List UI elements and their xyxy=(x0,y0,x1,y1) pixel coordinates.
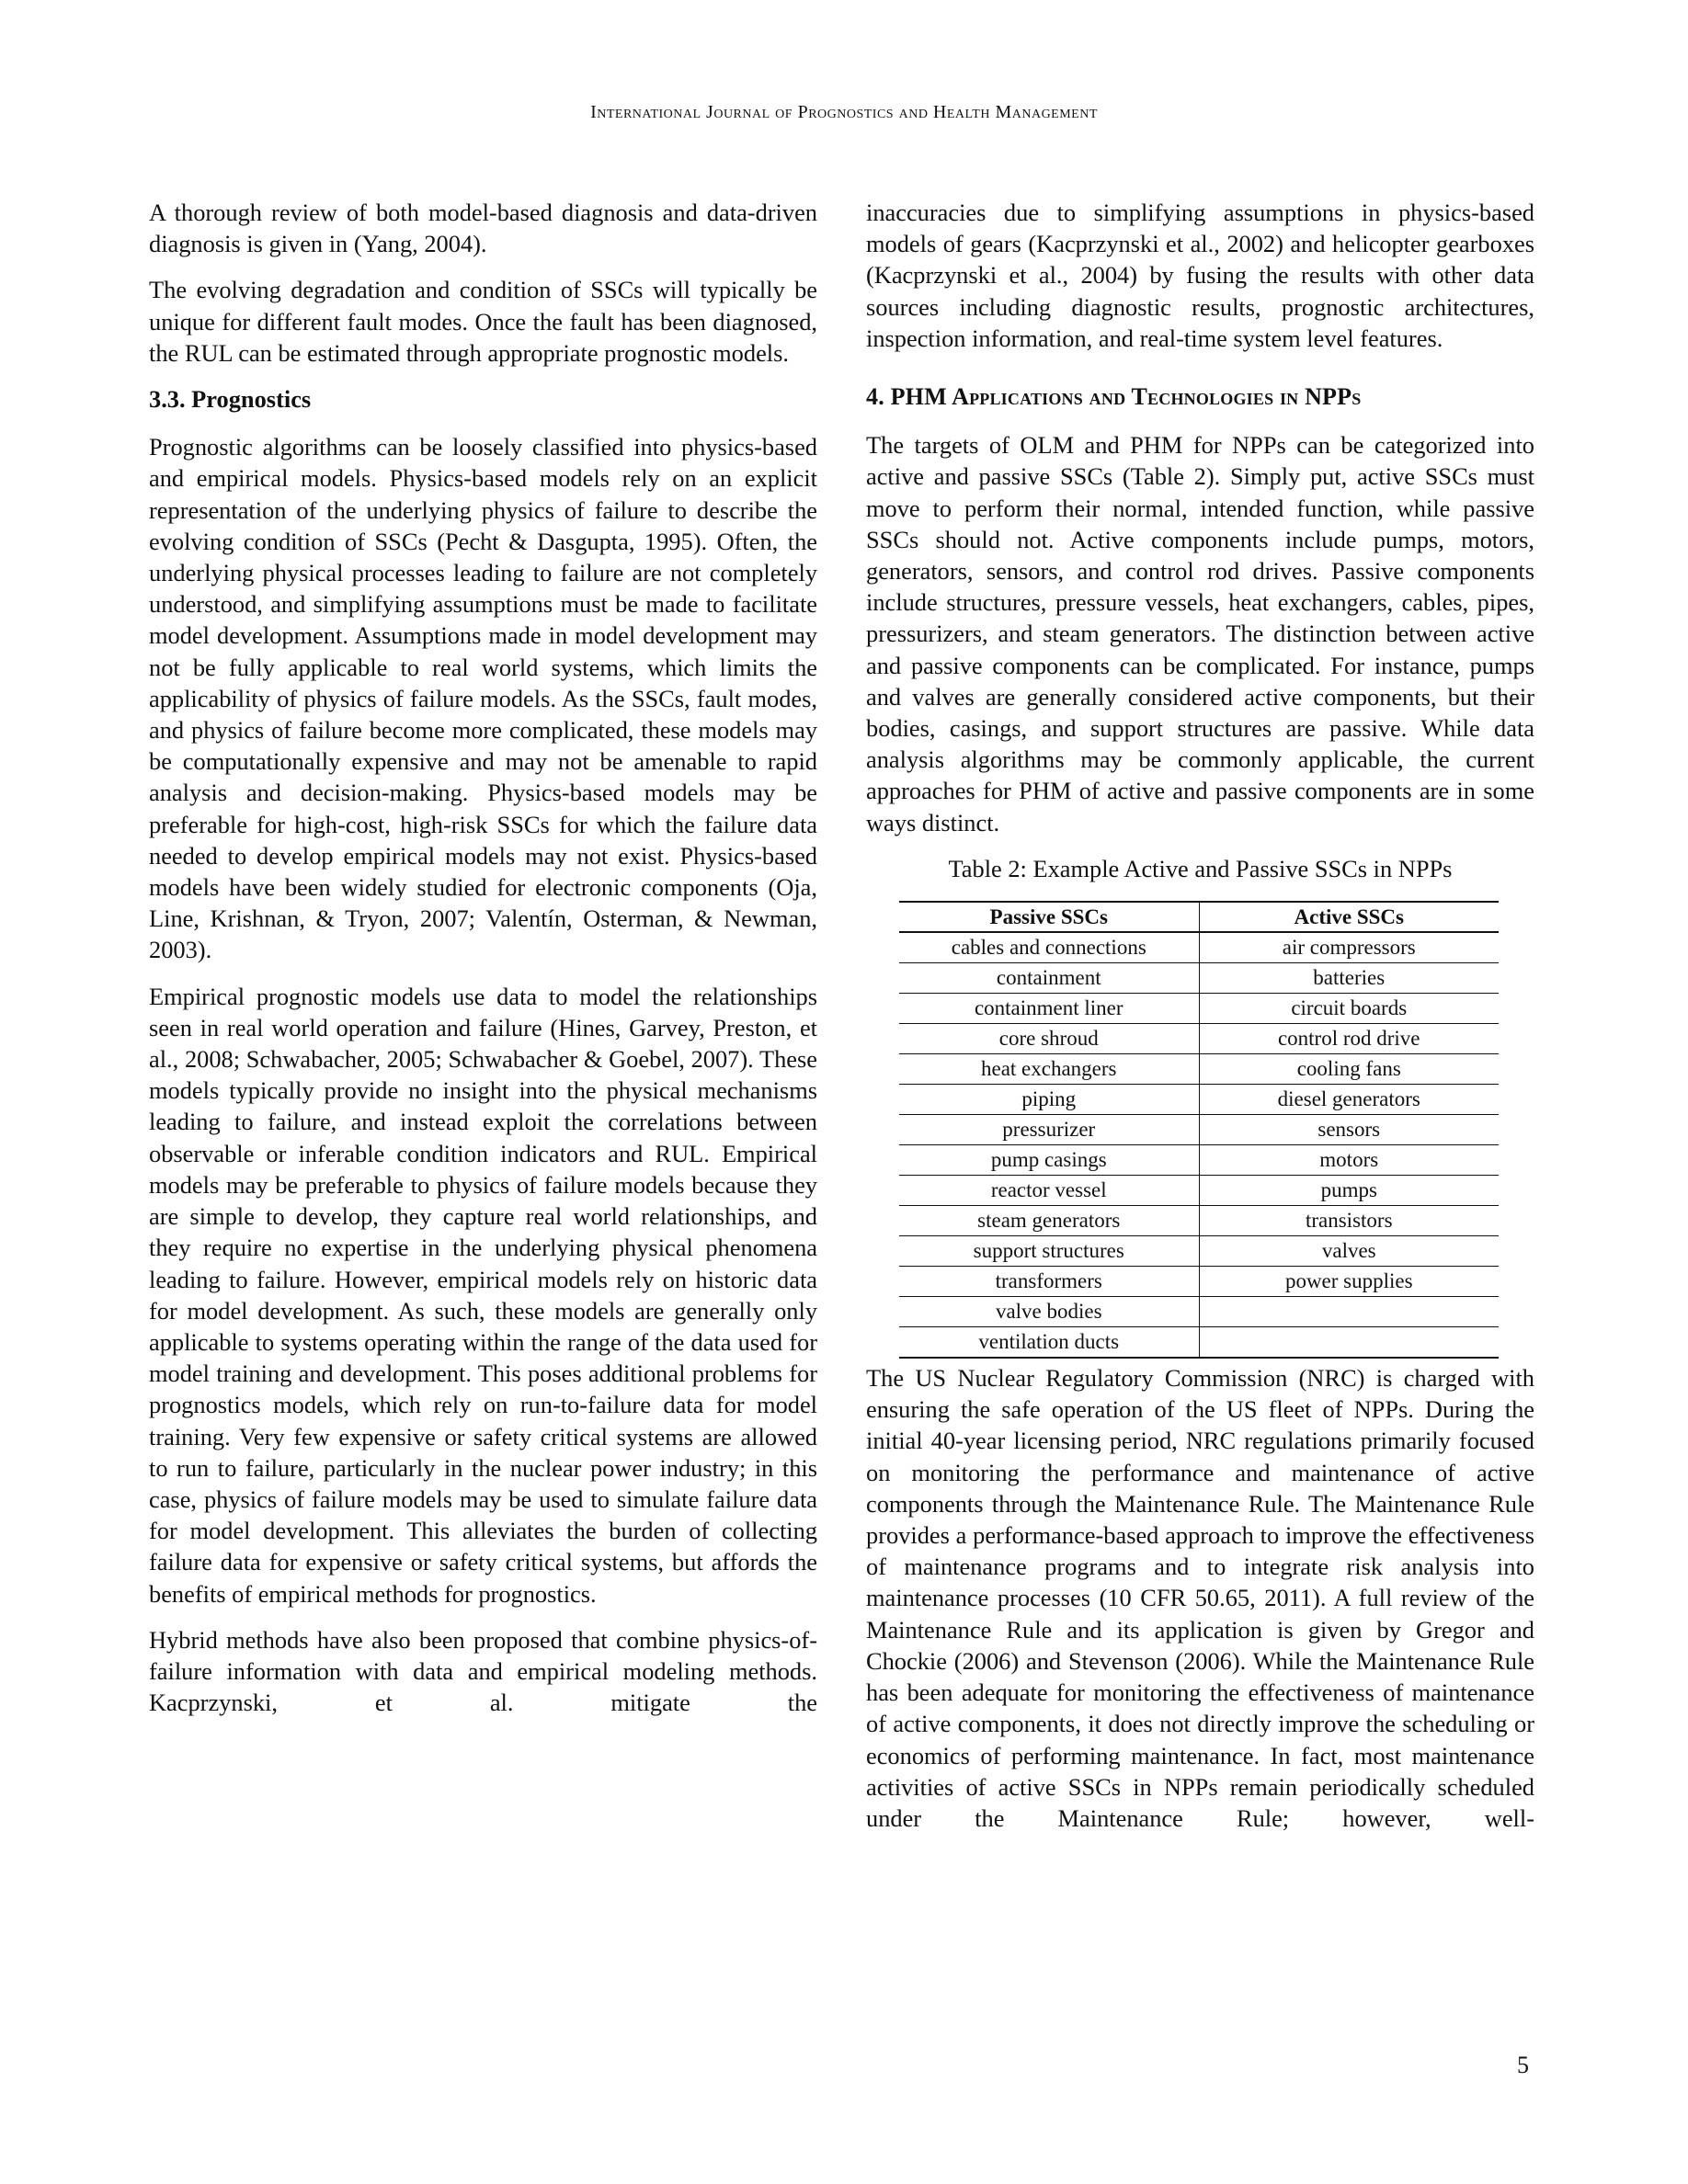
table-row xyxy=(899,932,1499,963)
table-row xyxy=(899,963,1499,994)
table-row xyxy=(899,994,1499,1024)
table-header-passive: Passive SSCs xyxy=(899,902,1199,932)
table-cell-active: motors xyxy=(1199,1145,1499,1176)
table-cell-active: batteries xyxy=(1199,963,1499,994)
table-cell-passive: transformers xyxy=(899,1267,1199,1297)
table-cell-active: control rod drive xyxy=(1199,1024,1499,1054)
table-row xyxy=(899,1145,1499,1176)
table-row xyxy=(899,1085,1499,1115)
table-row xyxy=(899,1054,1499,1085)
table-body xyxy=(899,932,1499,1358)
table-cell-passive: reactor vessel xyxy=(899,1176,1199,1206)
table-cell-active: pumps xyxy=(1199,1176,1499,1206)
table-row xyxy=(899,1236,1499,1267)
table-row xyxy=(899,1176,1499,1206)
table-cell-passive: support structures xyxy=(899,1236,1199,1267)
table-cell-passive: cables and connections xyxy=(899,932,1199,963)
table-cell-active: sensors xyxy=(1199,1115,1499,1145)
page-number: 5 xyxy=(1517,2052,1529,2078)
table-cell-passive: core shroud xyxy=(899,1024,1199,1054)
table-cell-passive: piping xyxy=(899,1085,1199,1115)
left-paragraph-2: The evolving degradation and condition of SSCs will typically be unique for different fault modes. Once the fault has been diagnosed, the RUL can be estimated through appropriate prognostic models. xyxy=(149,276,817,367)
table-cell-active: circuit boards xyxy=(1199,994,1499,1024)
right-paragraph-1: inaccuracies due to simplifying assumptions in physics-based models of gears (Kacprzynski et al., 2002) and helicopter gearboxes (Kacprzynski et al., 2004) by fusing the results with other data sources including diagnostic results, prognostic architectures, inspection information, and real-time system level features. xyxy=(866,199,1534,352)
table-cell-passive: ventilation ducts xyxy=(899,1327,1199,1359)
section-heading-prognostics: 3.3. Prognostics xyxy=(149,385,312,414)
table-header-active: Active SSCs xyxy=(1199,902,1499,932)
right-paragraph-2: The targets of OLM and PHM for NPPs can be categorized into active and passive SSCs (Table 2). Simply put, active SSCs must move to perform their normal, intended function, while passive SSCs should not. Active components include pumps, motors, generators, sensors, and control rod drives. Passive components include structures, pressure vessels, heat exchangers, cables, pipes, pressurizers, and steam generators. The distinction between active and passive components can be complicated. For instance, pumps and valves are generally considered active components, but their bodies, casings, and support structures are passive. While data analysis algorithms may be commonly applicable, the current approaches for PHM of active and passive components are in some ways distinct. xyxy=(866,431,1534,836)
table-cell-active: diesel generators xyxy=(1199,1085,1499,1115)
left-paragraph-5: Hybrid methods have also been proposed that combine physics-of-failure information with data and empirical modeling methods. Kacprzynski, et al. mitigate the xyxy=(149,1625,817,1717)
table-row xyxy=(899,1206,1499,1236)
table-row xyxy=(899,1327,1499,1359)
table-caption: Table 2: Example Active and Passive SSCs in NPPs xyxy=(948,854,1453,882)
running-head: International Journal of Prognostics and Health Management xyxy=(590,102,1098,122)
table-header-row xyxy=(899,902,1499,932)
table-cell-passive: heat exchangers xyxy=(899,1054,1199,1085)
table-cell-passive: pressurizer xyxy=(899,1115,1199,1145)
table-cell-active: cooling fans xyxy=(1199,1054,1499,1085)
left-paragraph-4: Empirical prognostic models use data to model the relationships seen in real world operation and failure (Hines, Garvey, Preston, et al., 2008; Schwabacher, 2005; Schwabacher & Goebel, 2007). These models typically provide no insight into the physical mechanisms leading to failure, and instead exploit the correlations between observable or inferable condition indicators and RUL. Empirical models may be preferable to physics of failure models because they are simple to develop, they capture real world relationships, and they require no expertise in the underlying physical phenomena leading to failure. However, empirical models rely on historic data for model development. As such, these models are generally only applicable to systems operating within the range of the data used for model training and development. This poses additional problems for prognostics models, which rely on run-to-failure data for model training. Very few expensive or safety critical systems are allowed to run to failure, particularly in the nuclear power industry; in this case, physics of failure models may be used to simulate failure data for model development. This alleviates the burden of collecting failure data for expensive or safety critical systems, but affords the benefits of empirical methods for prognostics. xyxy=(149,982,817,1608)
table-cell-passive: steam generators xyxy=(899,1206,1199,1236)
left-column xyxy=(149,197,817,1733)
left-paragraph-3: Prognostic algorithms can be loosely classified into physics-based and empirical models. Physics-based models rely on an explicit representation of the underlying physics of failure to describe the evolving condition of SSCs (Pecht & Dasgupta, 1995). Often, the underlying physical processes leading to failure are not completely understood, and simplifying assumptions must be made to facilitate model development. Assumptions made in model development may not be fully applicable to real world systems, which limits the applicability of physics of failure models. As the SSCs, fault modes, and physics of failure become more complicated, these models may be computationally expensive and may not be amenable to rapid analysis and decision-making. Physics-based models may be preferable for high-cost, high-risk SSCs for which the failure data needed to develop empirical models may not exist. Physics-based models have been widely studied for electronic components (Oja, Line, Krishnan, & Tryon, 2007; Valentín, Osterman, & Newman, 2003). xyxy=(149,433,817,964)
table-row xyxy=(899,1267,1499,1297)
table-row xyxy=(899,1115,1499,1145)
table-row xyxy=(899,1024,1499,1054)
table-cell-passive: pump casings xyxy=(899,1145,1199,1176)
table-cell-active xyxy=(1199,1297,1499,1327)
table-cell-passive: valve bodies xyxy=(899,1297,1199,1327)
left-paragraph-1: A thorough review of both model-based diagnosis and data-driven diagnosis is given in (Yang, 2004). xyxy=(149,199,817,258)
table-cell-passive: containment xyxy=(899,963,1199,994)
table-cell-active: valves xyxy=(1199,1236,1499,1267)
table-cell-passive: containment liner xyxy=(899,994,1199,1024)
table-cell-active: air compressors xyxy=(1199,932,1499,963)
table-row xyxy=(899,1297,1499,1327)
right-column xyxy=(866,197,1534,1848)
right-paragraph-3: The US Nuclear Regulatory Commission (NRC) is charged with ensuring the safe operation of the US fleet of NPPs. During the initial 40-year licensing period, NRC regulations primarily focused on monitoring the performance and maintenance of active components through the Maintenance Rule. The Maintenance Rule provides a performance-based approach to improve the effectiveness of maintenance programs and to integrate risk analysis into maintenance processes (10 CFR 50.65, 2011). A full review of the Maintenance Rule and its application is given by Gregor and Chockie (2006) and Stevenson (2006). While the Maintenance Rule has been adequate for monitoring the effectiveness of maintenance of active components, it does not directly improve the scheduling or economics of performing maintenance. In fact, most maintenance activities of active SSCs in NPPs remain periodically scheduled under the Maintenance Rule; however, well- xyxy=(866,1364,1534,1832)
table-cell-active: transistors xyxy=(1199,1206,1499,1236)
table-cell-active xyxy=(1199,1327,1499,1359)
table-cell-active: power supplies xyxy=(1199,1267,1499,1297)
section-heading-phm-applications: 4. PHM Applications and Technologies in NPPs xyxy=(866,383,1362,411)
ssc-table xyxy=(899,901,1499,1359)
